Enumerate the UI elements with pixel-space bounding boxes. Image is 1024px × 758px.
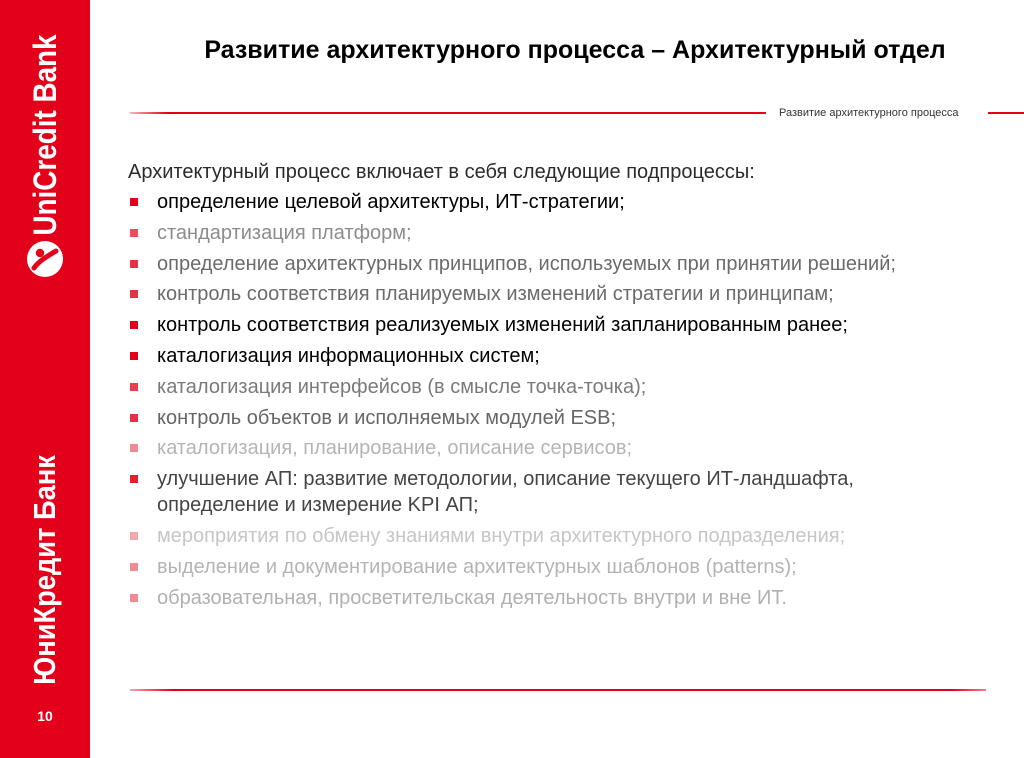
slide-title: Развитие архитектурного процесса – Архитектурный отдел bbox=[204, 36, 946, 64]
list-item-text: каталогизация интерфейсов (в смысле точка-точка); bbox=[157, 375, 647, 398]
header-rule-left bbox=[130, 112, 766, 114]
list-item-text-continued: определение и измерение KPI АП; bbox=[157, 494, 479, 517]
list-item-text: образовательная, просветительская деятельность внутри и вне ИТ. bbox=[157, 586, 787, 609]
list-item-text: контроль соответствия реализуемых изменений запланированным ранее; bbox=[157, 314, 848, 337]
list-item bbox=[128, 251, 1008, 277]
section-label: Развитие архитектурного процесса bbox=[779, 107, 959, 119]
bullet-square-icon bbox=[130, 532, 138, 540]
subprocess-list bbox=[128, 189, 1008, 611]
bullet-square-icon bbox=[130, 475, 138, 483]
bullet-square-icon bbox=[130, 229, 138, 237]
list-item bbox=[128, 405, 1008, 431]
list-item-text: контроль соответствия планируемых изменений стратегии и принципам; bbox=[157, 283, 834, 306]
list-item bbox=[128, 466, 1008, 518]
list-item bbox=[128, 585, 1008, 611]
list-item-text: каталогизация информационных систем; bbox=[157, 344, 540, 367]
list-item-text: определение целевой архитектуры, ИТ-стратегии; bbox=[157, 191, 625, 213]
bullet-square-icon bbox=[130, 383, 138, 391]
bullet-square-icon bbox=[130, 321, 138, 329]
header-rule-right bbox=[988, 112, 1024, 114]
bullet-square-icon bbox=[130, 260, 138, 268]
list-item bbox=[128, 343, 1008, 369]
list-item bbox=[128, 189, 1008, 215]
footer-rule bbox=[130, 689, 986, 691]
list-item bbox=[128, 523, 1008, 549]
bullet-square-icon bbox=[130, 290, 138, 298]
list-item-text: каталогизация, планирование, описание сервисов; bbox=[157, 437, 633, 460]
list-item-text: контроль объектов и исполняемых модулей ESB; bbox=[157, 406, 617, 429]
list-item-text: улучшение АП: развитие методологии, описание текущего ИТ-ландшафта, bbox=[157, 468, 854, 491]
bullet-square-icon bbox=[130, 444, 138, 452]
bullet-square-icon bbox=[130, 563, 138, 571]
brand-sidebar bbox=[0, 0, 90, 758]
page-number: 10 bbox=[37, 708, 53, 724]
list-item bbox=[128, 220, 1008, 246]
brand-logo-text: UniCredit Bank bbox=[27, 34, 63, 236]
list-item bbox=[128, 312, 1008, 338]
content-area bbox=[128, 159, 1008, 615]
list-item bbox=[128, 374, 1008, 400]
intro-text: Архитектурный процесс включает в себя следующие подпроцессы: bbox=[128, 161, 755, 183]
list-item-text: выделение и документирование архитектурных шаблонов (patterns); bbox=[157, 555, 797, 578]
list-item bbox=[128, 554, 1008, 580]
list-item bbox=[128, 281, 1008, 307]
bullet-square-icon bbox=[130, 198, 138, 206]
brand-local-name: ЮниКредит Банк bbox=[27, 455, 62, 685]
unicredit-logo-icon bbox=[26, 240, 64, 278]
bullet-square-icon bbox=[130, 594, 138, 602]
bullet-square-icon bbox=[130, 352, 138, 360]
list-item bbox=[128, 435, 1008, 461]
list-item-text: определение архитектурных принципов, используемых при принятии решений; bbox=[157, 252, 896, 275]
list-item-text: мероприятия по обмену знаниями внутри архитектурного подразделения; bbox=[157, 524, 846, 547]
list-item-text: стандартизация платформ; bbox=[157, 221, 412, 244]
bullet-square-icon bbox=[130, 414, 138, 422]
